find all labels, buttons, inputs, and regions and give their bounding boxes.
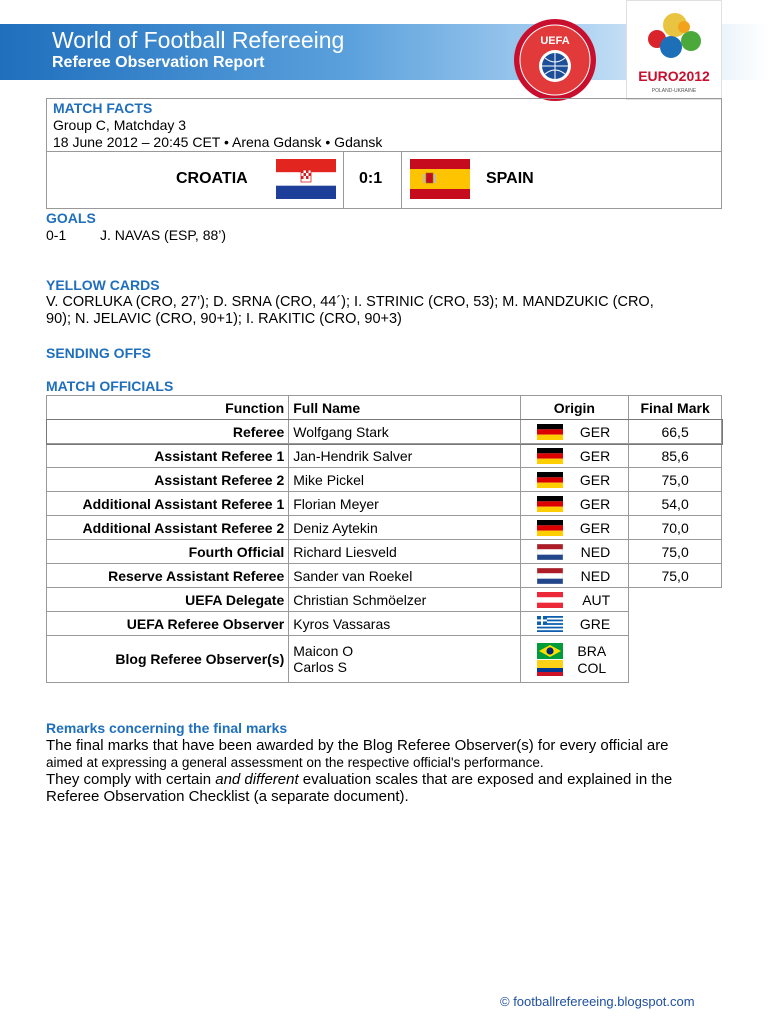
official-final-mark: 75,0 <box>629 564 722 588</box>
blog-observer-name-1: Maicon O <box>293 643 354 659</box>
origin-code: NED <box>580 543 611 560</box>
germany-flag-icon <box>537 448 563 464</box>
euro2012-logo <box>626 0 722 100</box>
home-team: CROATIA <box>176 170 248 187</box>
official-function: UEFA Referee Observer <box>47 612 289 636</box>
goal-score: 0-1 <box>46 227 67 243</box>
official-final-mark: 85,6 <box>629 444 722 468</box>
official-name: Christian Schmöelzer <box>289 588 520 612</box>
remarks-heading: Remarks concerning the final marks <box>46 720 288 736</box>
official-function: Additional Assistant Referee 1 <box>47 492 289 516</box>
official-origin <box>520 516 629 540</box>
official-row <box>47 612 722 636</box>
official-row <box>47 492 722 516</box>
official-final-mark-empty <box>629 612 722 636</box>
remarks-p2-end: evaluation scales that are exposed and explained in the <box>298 771 673 788</box>
origin-code: BRA <box>577 642 607 659</box>
official-final-mark: 75,0 <box>629 540 722 564</box>
origin-code: GER <box>579 495 611 512</box>
official-row <box>47 540 722 564</box>
official-row <box>47 444 722 468</box>
brazil-flag-icon <box>537 643 563 659</box>
official-origin <box>520 636 629 683</box>
official-origin <box>520 612 629 636</box>
match-officials-heading: MATCH OFFICIALS <box>46 378 174 394</box>
austria-flag-icon <box>537 592 563 608</box>
official-function: Blog Referee Observer(s) <box>47 636 289 683</box>
match-facts-heading: MATCH FACTS <box>53 100 153 116</box>
yellow-cards-line-1: V. CORLUKA (CRO, 27’); D. SRNA (CRO, 44´); I. STRINIC (CRO, 53); M. MANDZUKIC (CRO, <box>46 294 654 310</box>
official-final-mark: 66,5 <box>629 420 722 444</box>
match-score: 0:1 <box>359 170 383 187</box>
official-final-mark-empty <box>629 636 722 683</box>
remarks-paragraph-1b: aimed at expressing a general assessment on the respective official's performance. <box>46 755 544 770</box>
official-function: UEFA Delegate <box>47 588 289 612</box>
goal-scorer: J. NAVAS (ESP, 88’) <box>100 227 227 243</box>
svg-text:POLAND-UKRAINE: POLAND-UKRAINE <box>651 88 697 94</box>
away-team: SPAIN <box>486 170 534 187</box>
official-origin <box>520 444 629 468</box>
official-row <box>47 564 722 588</box>
goals-heading: GOALS <box>46 210 96 226</box>
official-name: Kyros Vassaras <box>289 612 520 636</box>
colombia-flag-icon <box>537 660 563 676</box>
official-name: Sander van Roekel <box>289 564 520 588</box>
official-name: Mike Pickel <box>289 468 520 492</box>
uefa-logo <box>510 18 600 102</box>
official-name: Richard Liesveld <box>289 540 520 564</box>
official-origin <box>520 540 629 564</box>
official-name: Florian Meyer <box>289 492 520 516</box>
official-final-mark: 70,0 <box>629 516 722 540</box>
netherlands-flag-icon <box>537 544 563 560</box>
netherlands-flag-icon <box>537 568 563 584</box>
official-row-blog-observers <box>47 636 722 683</box>
spain-flag-icon <box>410 159 470 199</box>
origin-code: NED <box>580 567 611 584</box>
official-origin <box>520 468 629 492</box>
svg-text:UEFA: UEFA <box>540 35 570 47</box>
official-function: Additional Assistant Referee 2 <box>47 516 289 540</box>
officials-table-header <box>47 396 722 420</box>
page-title: World of Football Refereeing <box>52 27 345 53</box>
official-function: Referee <box>47 420 289 444</box>
column-header-final-mark: Final Mark <box>629 396 722 420</box>
origin-code: GER <box>579 519 611 536</box>
yellow-cards-line-2: 90); N. JELAVIC (CRO, 90+1); I. RAKITIC (CRO, 90+3) <box>46 311 402 327</box>
match-group: Group C, Matchday 3 <box>53 117 187 133</box>
official-name: Deniz Aytekin <box>289 516 520 540</box>
germany-flag-icon <box>537 472 563 488</box>
official-origin <box>520 492 629 516</box>
official-name: Jan-Hendrik Salver <box>289 444 520 468</box>
official-name: Wolfgang Stark <box>289 420 520 444</box>
official-origin <box>520 564 629 588</box>
croatia-flag-icon <box>276 159 336 199</box>
remarks-paragraph-2c: Referee Observation Checklist (a separate document). <box>46 788 409 805</box>
blog-observer-name-2: Carlos S <box>293 659 347 675</box>
remarks-paragraph-2 <box>46 771 713 788</box>
remarks-p2-emphasis: and different <box>215 771 299 788</box>
page-subtitle: Referee Observation Report <box>52 54 265 71</box>
officials-table <box>46 395 722 683</box>
column-header-full-name: Full Name <box>289 396 520 420</box>
official-origin <box>520 420 629 444</box>
column-header-function: Function <box>47 396 289 420</box>
match-date-venue: 18 June 2012 – 20:45 CET • Arena Gdansk • Gdansk <box>53 134 383 150</box>
yellow-cards-heading: YELLOW CARDS <box>46 277 160 293</box>
official-final-mark: 54,0 <box>629 492 722 516</box>
germany-flag-icon <box>537 496 563 512</box>
origin-code: AUT <box>582 591 611 608</box>
origin-code: GER <box>579 423 611 440</box>
germany-flag-icon <box>537 424 563 440</box>
origin-code: GER <box>579 471 611 488</box>
germany-flag-icon <box>537 520 563 536</box>
official-function: Assistant Referee 1 <box>47 444 289 468</box>
official-function: Reserve Assistant Referee <box>47 564 289 588</box>
origin-code: GER <box>579 447 611 464</box>
official-final-mark-empty <box>629 588 722 612</box>
official-row <box>47 516 722 540</box>
official-final-mark: 75,0 <box>629 468 722 492</box>
official-function: Assistant Referee 2 <box>47 468 289 492</box>
svg-text:EURO2012: EURO2012 <box>638 68 710 84</box>
official-function: Fourth Official <box>47 540 289 564</box>
remarks-section <box>46 720 713 805</box>
remarks-p2-start: They comply with certain <box>46 771 216 788</box>
official-names <box>289 636 520 683</box>
official-row <box>47 420 722 444</box>
footer-copyright: © footballrefereeing.blogspot.com <box>500 994 695 1009</box>
official-origin <box>520 588 629 612</box>
origin-code: COL <box>577 659 607 676</box>
remarks-paragraph-1a: The final marks that have been awarded by the Blog Referee Observer(s) for every official are <box>46 737 669 754</box>
match-score-row <box>46 151 722 209</box>
origin-code: GRE <box>579 615 611 632</box>
column-header-origin: Origin <box>520 396 629 420</box>
sending-offs-heading: SENDING OFFS <box>46 345 152 361</box>
official-row <box>47 588 722 612</box>
greece-flag-icon <box>537 616 563 632</box>
official-row <box>47 468 722 492</box>
